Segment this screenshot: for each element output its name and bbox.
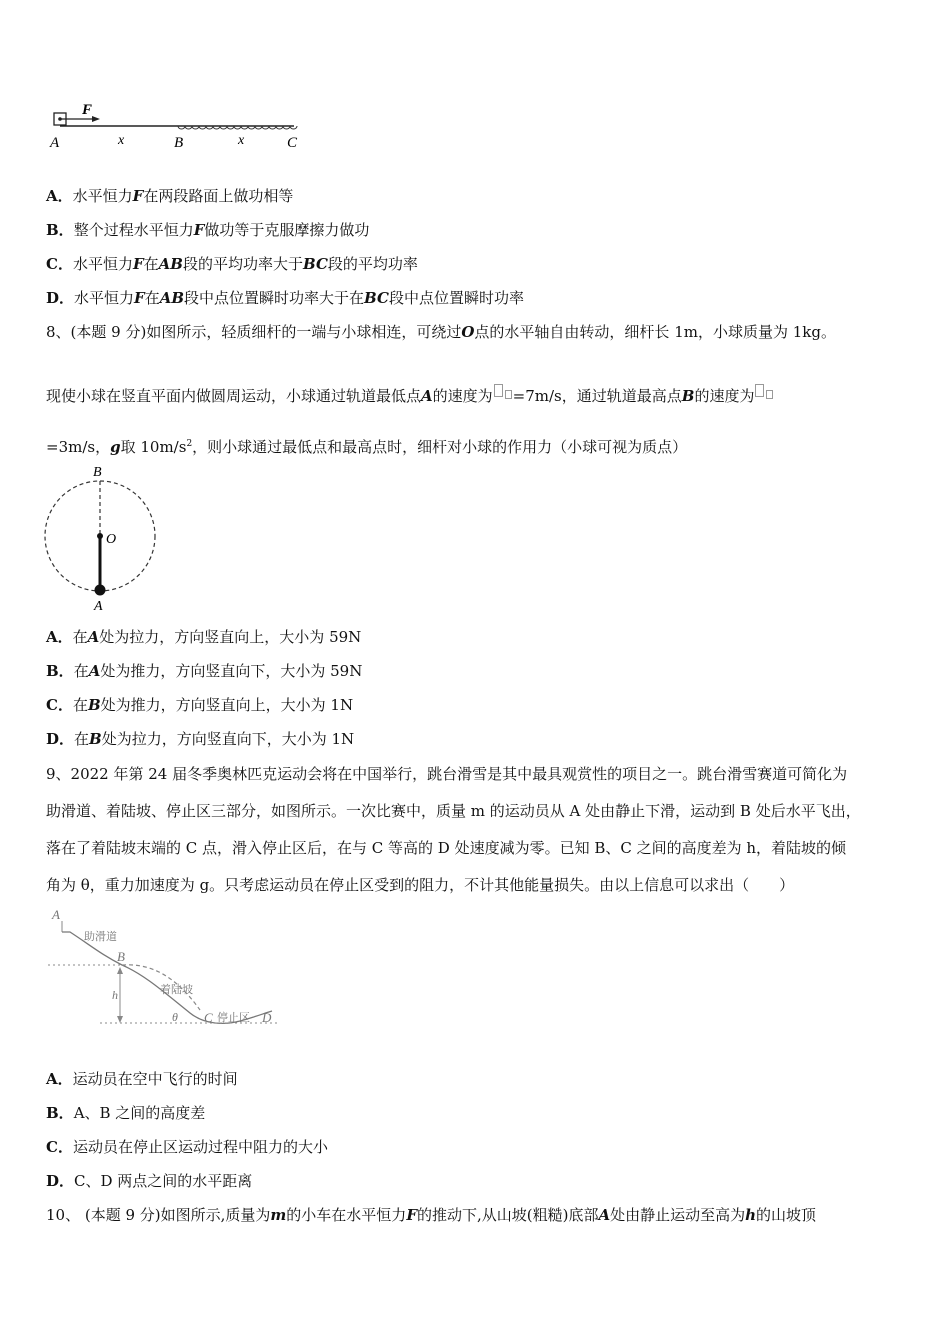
label-C: C [287,135,298,151]
label-zhuoluopo: 着陆坡 [160,984,193,996]
missing-glyph-icon [494,384,503,397]
option-text: C、D 两点之间的水平距离 [74,1172,253,1190]
option-letter: C． [46,696,73,714]
label-A: A [94,599,103,614]
var-AB: AB [158,255,183,273]
stem-text: 8、(本题 9 分)如图所示，轻质细杆的一端与小球相连，可绕过 [46,323,462,341]
option-letter: D． [46,289,75,307]
option-text: 段中点位置瞬时功率大于在 [184,289,365,307]
q7-figure [40,98,310,154]
option-text: 处为推力，方向竖直向下，大小为 59N [100,662,363,680]
stem-text: 处由静止运动至高为 [610,1206,746,1224]
var-BC: BC [364,289,389,307]
q9-option-d [46,1171,252,1191]
label-zhuhuadao: 助滑道 [84,931,117,943]
var-A: A [598,1206,611,1224]
var-O: O [461,323,475,341]
var-m: m [270,1206,287,1224]
q8-option-b [46,661,362,681]
var-h: h [745,1206,757,1224]
option-text: 水平恒力 [72,187,133,205]
stem-text: 的山坡顶 [756,1206,817,1224]
label-A: A [52,907,60,922]
option-letter: B． [46,662,74,680]
stem-text: =7m/s，通过轨道最高点 [512,387,682,405]
label-C: C [204,1010,213,1025]
option-text: 在 [72,696,88,714]
option-text: 做功等于克服摩擦力做功 [204,221,370,239]
option-text: 在 [74,730,90,748]
missing-glyph-icon [505,390,512,399]
var-F: F [134,289,145,307]
stem-text: 10、 (本题 9 分)如图所示,质量为 [46,1206,271,1224]
q9-figure [40,905,290,1030]
option-letter: D． [46,730,75,748]
option-text: 处为推力，方向竖直向上，大小为 1N [100,696,354,714]
label-B: B [117,949,125,964]
slope-profile [62,932,272,1023]
label-F: F [82,102,93,118]
option-text: 水平恒力 [74,289,135,307]
q8-stem-line-2 [46,384,774,406]
option-letter: B． [46,221,74,239]
var: B [89,730,102,748]
stem-text: ，则小球通过最低点和最高点时，细杆对小球的作用力（小球可视为质点） [192,438,688,456]
option-text: 处为拉力，方向竖直向下，大小为 1N [101,730,355,748]
q9-stem-line-3: 落在了着陆坡末端的 C 点，滑入停止区后，在与 C 等高的 D 处速度减为零。已知 B、C 之间的高度差为 h，着陆坡的倾 [46,839,847,857]
q9-stem-line-1: 9、2022 年第 24 届冬季奥林匹克运动会将在中国举行，跳台滑雪是其中最具观赏性的项目之一。跳台滑雪赛道可简化为 [46,765,848,783]
q9-option-b [46,1103,205,1123]
stem-text: 的速度为 [432,387,493,405]
option-text: 段中点位置瞬时功率 [388,289,524,307]
label-theta: θ [172,1010,178,1024]
option-text: 段的平均功率 [327,255,418,273]
stem-text: 的小车在水平恒力 [286,1206,407,1224]
option-text: 运动员在停止区运动过程中阻力的大小 [72,1138,328,1156]
ball [95,585,106,596]
option-text: 在两段路面上做功相等 [143,187,294,205]
stem-text: 现使小球在竖直平面内做圆周运动，小球通过轨道最低点 [46,387,422,405]
superscript: 2 [186,439,193,449]
var: A [88,662,101,680]
q7-option-b [46,220,369,240]
option-letter: A． [46,187,73,205]
var: A [87,628,100,646]
q9-stem-line-4: 角为 θ，重力加速度为 g。只考虑运动员在停止区受到的阻力，不计其他能量损失。由以上信息可以求出（ ） [46,876,795,894]
option-letter: D． [46,1172,75,1190]
option-text: 在 [143,255,159,273]
label-x2: x [238,133,245,148]
q9-option-a [46,1069,238,1089]
stem-text: 点的水平轴自由转动，细杆长 1m，小球质量为 1kg。 [474,323,836,341]
q10-stem-line-1 [46,1205,816,1225]
stem-text: 的推动下,从山坡(粗糙)底部 [416,1206,599,1224]
q8-stem-line-3 [46,434,687,457]
label-A: A [50,135,60,151]
var-AB: AB [159,289,185,307]
option-text: 在 [72,628,88,646]
option-letter: A． [46,1070,73,1088]
label-tingzhiqu: 停止区 [217,1012,250,1024]
q7-option-a [46,186,293,206]
label-B: B [93,465,102,480]
var-F: F [193,221,205,239]
option-text: 在 [144,289,160,307]
q8-option-a [46,627,361,647]
stem-text: 的速度为 [694,387,755,405]
label-x1: x [118,133,125,148]
var-B: B [681,387,695,405]
q8-option-c [46,695,353,715]
option-letter: B． [46,1104,74,1122]
var-F: F [132,255,144,273]
q9-stem-line-2: 助滑道、着陆坡、停止区三部分，如图所示。一次比赛中，质量 m 的运动员从 A 处由静止下滑，运动到 B 处后水平飞出， [46,802,861,820]
option-text: A、B 之间的高度差 [73,1104,206,1122]
q7-option-d [46,288,524,308]
stem-text: 取 10m/s [120,438,187,456]
missing-glyph-icon [766,390,773,399]
missing-glyph-icon [755,384,764,397]
option-text: 整个过程水平恒力 [73,221,194,239]
var-F: F [132,187,144,205]
q8-option-d [46,729,354,749]
stem-text: =3m/s， [46,438,111,456]
option-text: 在 [73,662,89,680]
option-text: 段的平均功率大于 [182,255,303,273]
option-text: 处为拉力，方向竖直向上，大小为 59N [99,628,362,646]
q8-figure [40,460,170,616]
option-letter: C． [46,255,73,273]
label-B: B [174,135,184,151]
q7-option-c [46,254,418,274]
var: B [87,696,101,714]
option-text: 水平恒力 [72,255,133,273]
var-A: A [421,387,433,405]
q9-option-c [46,1137,328,1157]
label-O: O [106,532,117,547]
var-g: g [110,438,121,456]
var-F: F [406,1206,417,1224]
label-h: h [112,988,118,1002]
option-letter: C． [46,1138,73,1156]
pivot-O [97,533,103,539]
q8-stem-line-1 [46,322,836,342]
option-letter: A． [46,628,73,646]
option-text: 运动员在空中飞行的时间 [72,1070,238,1088]
var-BC: BC [302,255,328,273]
label-D: D [262,1010,272,1025]
